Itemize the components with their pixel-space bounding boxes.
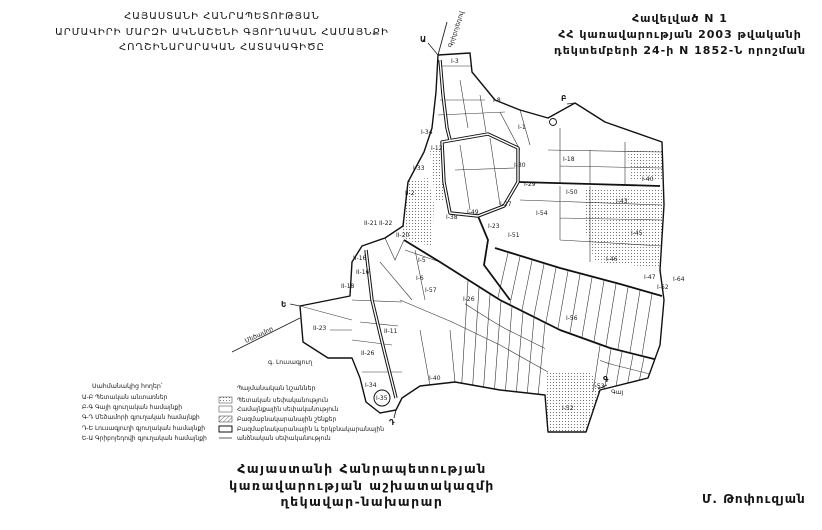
parcel-label: I-34 <box>365 382 377 389</box>
legend-adjacent-item: Գ-Դ Մեծամորի գյուղական համայնքի <box>82 414 200 421</box>
place-label-west: Մեծամոր <box>243 325 275 345</box>
legend-symbol-item: անձնական սեփականություն <box>237 435 331 442</box>
place-label-north: Գրիբոյեդով <box>447 10 466 49</box>
parcel-label: I-27 <box>500 201 512 208</box>
boundary-marker <box>550 119 557 126</box>
legend-adjacent-lands <box>82 382 207 442</box>
document-title <box>42 9 402 56</box>
boundary-point-g: Գ <box>603 375 609 384</box>
parcel-label: II-22 <box>379 220 393 227</box>
parcel-label: I-26 <box>463 296 475 303</box>
title-line-plan: ՀՈՂՇԻՆԱՐԱՐԱԿԱՆ ՀԱՏԱԿԱԳԻԾԸ <box>118 42 325 53</box>
legend-symbol-item: Համայնքային սեփականություն <box>237 406 339 413</box>
legend-symbol-item: Բազմաբնակարանային և երկբնակարանային <box>237 426 385 433</box>
parcel-label: I-18 <box>563 156 575 163</box>
legend-adjacent-item: Բ-Գ Գայի գյուղական համայնքի <box>82 404 183 411</box>
legend-swatch-stipple <box>219 397 232 403</box>
parcel-label: II-16 <box>353 255 367 262</box>
decree-line-government: ՀՀ կառավարության 2003 թվականի <box>558 28 802 41</box>
signatory-name: Մ. Թոփուզյան <box>702 492 806 506</box>
parcel-label: I-35 <box>376 395 388 402</box>
appendix-number: Հավելված N 1 <box>632 12 728 25</box>
parcel-label: I-40 <box>429 375 441 382</box>
parcel-label: I-51 <box>508 232 520 239</box>
parcel-label: I-1 <box>518 124 526 131</box>
parcel-label: I-46 <box>606 256 618 263</box>
decree-line-date: դեկտեմբերի 24-ի N 1852-Ն որոշման <box>553 44 807 57</box>
parcel-label: I-12 <box>431 145 443 152</box>
parcel-label: I-34 <box>421 129 433 136</box>
parcel-label: I-40 <box>642 176 654 183</box>
parcel-label: I-57 <box>425 287 437 294</box>
parcel-label: I-33 <box>413 165 425 172</box>
parcel-label: I-62 <box>657 284 669 291</box>
parcel-label: II-23 <box>313 325 327 332</box>
appendix-reference <box>550 11 810 59</box>
parcel-label: I-5 <box>418 257 426 264</box>
legend-adjacent-item: Ա-Բ Պետական անտառներ <box>82 394 168 401</box>
parcel-label: I-53 <box>593 383 605 390</box>
boundary-point-a: Ա <box>420 35 427 44</box>
parcel-label: I-38 <box>446 214 458 221</box>
parcel-label: II-16 <box>356 269 370 276</box>
stippled-area-south <box>545 372 602 432</box>
signatory-line-1: Հայաստանի Հանրապետության <box>237 461 487 476</box>
legend-symbols <box>219 385 384 442</box>
parcel-label: II-21 <box>364 220 378 227</box>
legend-symbol-item: Պետական սեփականություն <box>237 397 329 404</box>
parcel-label: I-64 <box>673 276 685 283</box>
place-label-southeast: Գայ <box>611 389 624 396</box>
title-line-community: ԱՐՄԱՎԻՐԻ ՄԱՐԶԻ ԱԿՆԱՇԵՆԻ ԳՅՈՒՂԱԿԱՆ ՀԱՄԱՅՆՔԻ <box>55 26 389 38</box>
parcel-label: I-52 <box>562 405 574 412</box>
title-line-country: ՀԱՅԱՍՏԱՆԻ ՀԱՆՐԱՊԵՏՈՒԹՅԱՆ <box>124 11 320 22</box>
legend-adjacent-title: Սահմանակից հողեր՝ <box>92 383 163 390</box>
legend-swatch-hatch <box>219 416 232 422</box>
boundary-point-d: Դ <box>389 418 395 427</box>
signatory-line-3: ղեկավար-նախարար <box>280 494 444 509</box>
parcel-label: I-56 <box>566 315 578 322</box>
legend-adjacent-item: Դ-Ե Լուսագյուղի գյուղական համայնքի <box>82 425 206 432</box>
parcel-label: II-18 <box>341 283 355 290</box>
parcel-label: I-50 <box>566 189 578 196</box>
legend-swatch-outline <box>219 426 232 432</box>
parcel-label: I-6 <box>416 275 424 282</box>
parcel-label: I-47 <box>644 274 656 281</box>
boundary-point-b: Բ <box>561 94 567 103</box>
legend-adjacent-item: Ե-Ա Գրիբոյեդովի գյուղական համայնքի <box>82 435 207 442</box>
parcel-label: II-11 <box>384 328 398 335</box>
legend-swatch-blank <box>219 406 232 412</box>
parcel-label: II-26 <box>361 350 375 357</box>
parcel-label: I-49 <box>467 209 479 216</box>
signatory-title <box>212 461 512 511</box>
parcel-label: I-23 <box>488 223 500 230</box>
parcel-label: I-43 <box>616 198 628 205</box>
parcel-label: I-8 <box>493 97 501 104</box>
parcel-label: I-30 <box>514 162 526 169</box>
parcel-label: II-20 <box>396 232 410 239</box>
legend-symbol-item: Բազմաբնակարանային շենքեր <box>237 416 337 423</box>
place-label-village: գ. Լուսագյուղ <box>268 359 313 366</box>
legend-symbols-title: Պայմանական նշաններ <box>237 385 316 392</box>
parcel-label: I-29 <box>524 181 536 188</box>
parcel-label: I-3 <box>451 58 459 65</box>
parcel-label: I-45 <box>631 230 643 237</box>
boundary-point-e: Ե <box>281 300 287 309</box>
signatory-line-2: կառավարության աշխատակազմի <box>229 477 495 493</box>
parcel-label: I-54 <box>536 210 548 217</box>
parcel-label: II-2 <box>405 190 415 197</box>
